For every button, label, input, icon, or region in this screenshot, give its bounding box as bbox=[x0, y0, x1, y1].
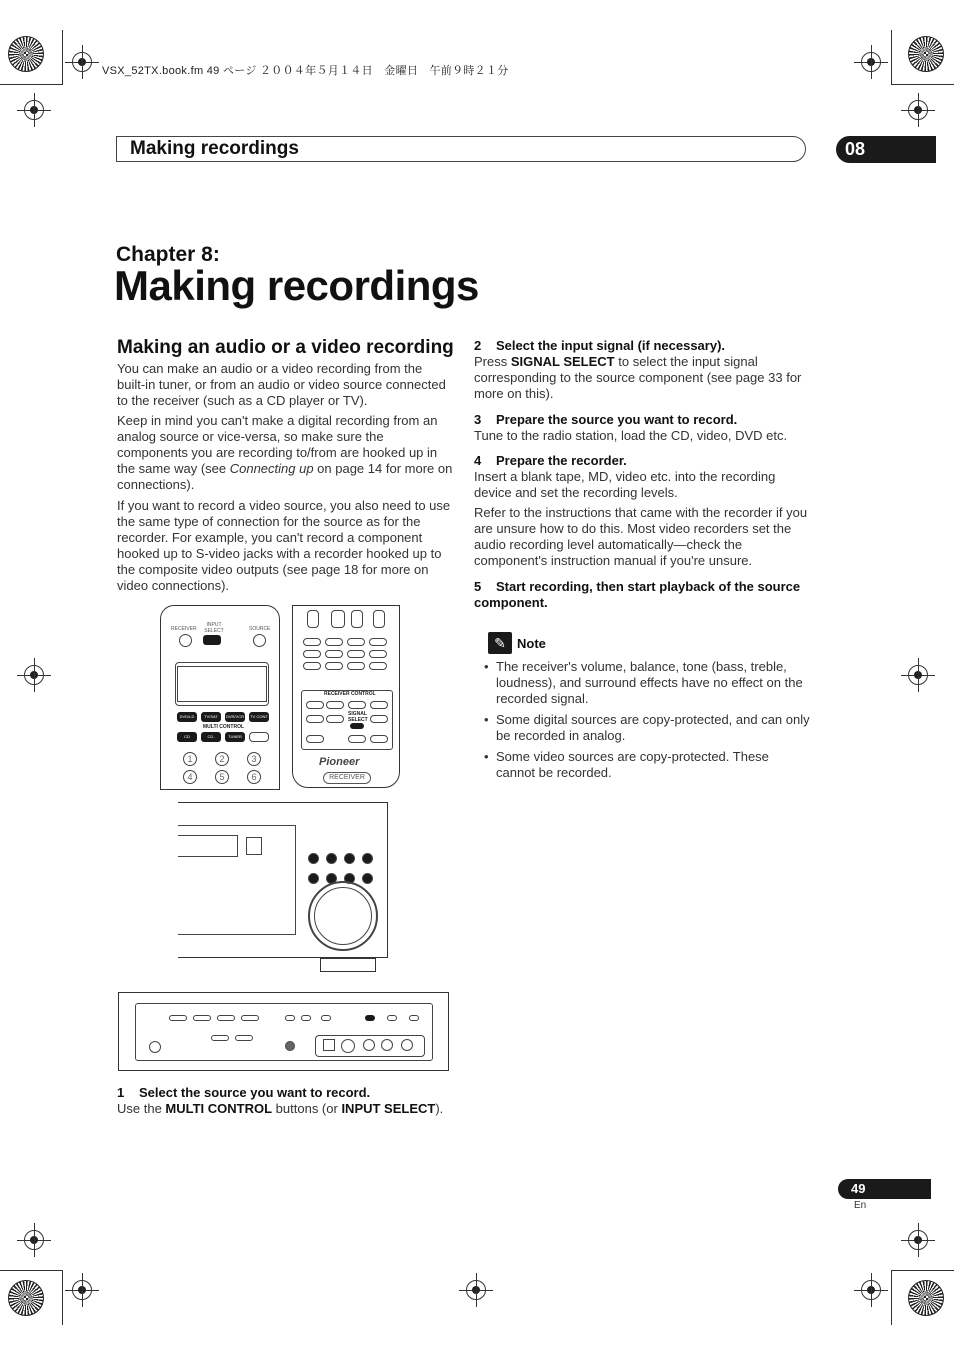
s-video-jack bbox=[341, 1039, 355, 1053]
file-header: VSX_52TX.book.fm 49 ページ ２００４年５月１４日 金曜日 午前９時２１分 bbox=[102, 65, 509, 77]
step-title: Prepare the source you want to record. bbox=[496, 412, 738, 427]
step-number: 2 bbox=[474, 338, 482, 353]
dvd-ld-button: DVD/LD bbox=[177, 712, 197, 722]
dvr-vcr-button: DVR/VCR bbox=[225, 712, 245, 722]
crop-line bbox=[0, 84, 62, 85]
remote-label: RECEIVER CONTROL bbox=[324, 691, 376, 697]
remote-button bbox=[303, 662, 321, 670]
paragraph bbox=[117, 361, 453, 409]
crop-line bbox=[0, 1270, 62, 1271]
crosshair-mark bbox=[908, 100, 928, 120]
input-button bbox=[326, 853, 337, 864]
remote-label: SOURCE bbox=[249, 626, 271, 632]
step-5 bbox=[474, 579, 810, 611]
step-2 bbox=[474, 338, 810, 402]
step-title: Prepare the recorder. bbox=[496, 453, 627, 468]
remote-label: INPUT SELECT bbox=[204, 622, 224, 634]
receiver-foot bbox=[320, 958, 376, 972]
remote-button bbox=[306, 701, 324, 709]
remote-button bbox=[347, 650, 365, 658]
input-button bbox=[308, 853, 319, 864]
step-number: 1 bbox=[117, 1085, 125, 1100]
display-window bbox=[246, 837, 262, 855]
paragraph bbox=[117, 498, 453, 594]
pioneer-logo: Pioneer bbox=[319, 756, 360, 768]
crosshair-mark bbox=[861, 1280, 881, 1300]
step-1 bbox=[117, 1085, 453, 1117]
audio-jack bbox=[401, 1039, 413, 1051]
remote-button bbox=[331, 610, 345, 628]
remote-button bbox=[369, 650, 387, 658]
button-reference: SIGNAL SELECT bbox=[510, 354, 615, 369]
panel-button bbox=[193, 1015, 211, 1021]
remote-label: RECEIVER bbox=[171, 626, 197, 632]
remote-button bbox=[303, 638, 321, 646]
button-reference: INPUT SELECT bbox=[341, 1101, 436, 1116]
remote-button bbox=[370, 701, 388, 709]
signal-select-button bbox=[365, 1015, 375, 1021]
input-button bbox=[308, 873, 319, 884]
crosshair-mark bbox=[908, 1230, 928, 1250]
paragraph-text: If you want to record a video source, you also need to use the same type of connection for the source as for the recorder. For example, you can't record a component hooked up to S-video jacks with a recorder hooked up to the composite video outputs (see page 18 for more on video connections). bbox=[117, 498, 451, 593]
cross-reference: Connecting up bbox=[229, 461, 314, 476]
step-title: Select the input signal (if necessary). bbox=[496, 338, 726, 353]
chapter-label: Chapter 8: bbox=[116, 243, 220, 266]
optical-jack bbox=[323, 1039, 335, 1051]
crosshair-mark bbox=[466, 1280, 486, 1300]
crosshair-mark bbox=[72, 1280, 92, 1300]
panel-button bbox=[241, 1015, 259, 1021]
crop-line bbox=[62, 30, 63, 85]
remote-button bbox=[369, 638, 387, 646]
display-window bbox=[178, 835, 238, 857]
note-heading: Note bbox=[517, 636, 546, 651]
crosshair-mark bbox=[24, 1230, 44, 1250]
remote-button bbox=[303, 650, 321, 658]
step-4 bbox=[474, 453, 810, 569]
receiver-front-illustration bbox=[178, 802, 388, 958]
input-button bbox=[344, 853, 355, 864]
panel-button bbox=[321, 1015, 331, 1021]
panel-knob bbox=[285, 1041, 295, 1051]
tuner-button: TUNER bbox=[225, 732, 245, 742]
step-text: Refer to the instructions that came with the recorder if you are unsure how to do this. Most video recorders set the audio recording level automatically—check the component's instruction manual if you're unsure. bbox=[474, 505, 808, 568]
audio-jack bbox=[381, 1039, 393, 1051]
phones-jack bbox=[149, 1041, 161, 1053]
step-text: buttons (or bbox=[272, 1101, 342, 1116]
registration-starburst-bottom-left bbox=[8, 1280, 44, 1316]
chapter-title: Making recordings bbox=[114, 262, 479, 309]
remote-button bbox=[325, 662, 343, 670]
panel-button bbox=[235, 1035, 253, 1041]
remote-button bbox=[325, 650, 343, 658]
input-button bbox=[362, 873, 373, 884]
step-number: 5 bbox=[474, 579, 482, 594]
step-text: ). bbox=[435, 1101, 444, 1116]
step-title: Select the source you want to record. bbox=[139, 1085, 371, 1100]
step-text: Press bbox=[474, 354, 511, 369]
crop-line bbox=[891, 30, 892, 85]
keypad-key: 3 bbox=[247, 752, 261, 766]
crosshair-mark bbox=[908, 665, 928, 685]
note-pencil-icon: ✎ bbox=[488, 632, 512, 654]
section-heading: Making an audio or a video recording bbox=[117, 337, 454, 358]
panel-button bbox=[211, 1035, 229, 1041]
list-item: • The receiver's volume, balance, tone (bass, treble, loudness), and surround effects have no effect on the recorded signal. bbox=[484, 659, 810, 707]
crosshair-mark bbox=[24, 100, 44, 120]
input-select-button bbox=[203, 635, 221, 645]
remote-label: MULTI CONTROL bbox=[203, 724, 245, 730]
panel-button bbox=[301, 1015, 311, 1021]
remote-button bbox=[307, 610, 319, 628]
keypad-key: 2 bbox=[215, 752, 229, 766]
remote-button bbox=[347, 638, 365, 646]
paragraph-text: Keep in mind you can't make a digital recording from an analog source or vice-versa, so make sure the components you are recording to/from are hooked up in the same way (see bbox=[117, 413, 438, 476]
list-item: • Some video sources are copy-protected. These cannot be recorded. bbox=[484, 749, 810, 781]
remote-button bbox=[370, 715, 388, 723]
cd-button: CD bbox=[177, 732, 197, 742]
step-number: 3 bbox=[474, 412, 482, 427]
remote-button bbox=[306, 715, 324, 723]
registration-starburst-bottom-right bbox=[908, 1280, 944, 1316]
button-reference: MULTI CONTROL bbox=[165, 1101, 273, 1116]
paragraph-text: You can make an audio or a video recording from the built-in tuner, or from an audio or video source connected to the receiver (such as a CD player or TV). bbox=[117, 361, 446, 408]
remote-button bbox=[326, 715, 344, 723]
panel-button bbox=[409, 1015, 419, 1021]
step-3 bbox=[474, 412, 810, 444]
list-item: • Some digital sources are copy-protected, and can only be recorded in analog. bbox=[484, 712, 810, 744]
volume-knob-inner bbox=[314, 887, 372, 945]
power-icon bbox=[179, 634, 192, 647]
page-language: En bbox=[854, 1200, 867, 1211]
signal-select-button bbox=[350, 723, 364, 729]
header-title: Making recordings bbox=[130, 138, 299, 159]
chapter-number-badge: 08 bbox=[836, 136, 936, 163]
keypad-key: 1 bbox=[183, 752, 197, 766]
remote-button bbox=[348, 735, 366, 743]
remote-control-lower-illustration bbox=[292, 605, 400, 788]
remote-button bbox=[348, 701, 366, 709]
keypad-key: 6 bbox=[247, 770, 261, 784]
panel-button bbox=[387, 1015, 397, 1021]
front-panel-illustration bbox=[118, 992, 449, 1071]
paragraph bbox=[117, 413, 453, 493]
power-icon bbox=[253, 634, 266, 647]
remote-label: SIGNAL SELECT bbox=[348, 711, 368, 723]
crop-line bbox=[891, 1270, 954, 1271]
step-number: 4 bbox=[474, 453, 482, 468]
tv-cont-button: TV CONT bbox=[249, 712, 269, 722]
remote-button bbox=[351, 610, 363, 628]
remote-button bbox=[370, 735, 388, 743]
registration-starburst-top-left bbox=[8, 36, 44, 72]
receiver-button: RECEIVER bbox=[323, 772, 371, 784]
remote-button bbox=[326, 701, 344, 709]
keypad-key: 5 bbox=[215, 770, 229, 784]
crosshair-mark bbox=[24, 665, 44, 685]
remote-button bbox=[306, 735, 324, 743]
paragraph-text: on page 14 for more on connections). bbox=[117, 461, 453, 492]
crop-line bbox=[891, 1270, 892, 1325]
step-text: to select the input signal corresponding to the source component (see page 33 for more on this). bbox=[474, 354, 802, 401]
remote-control-illustration bbox=[160, 605, 280, 790]
step-text: Use the bbox=[117, 1101, 166, 1116]
crosshair-mark bbox=[72, 52, 92, 72]
input-button bbox=[362, 853, 373, 864]
receiver-control-section bbox=[301, 690, 393, 750]
remote-button bbox=[373, 610, 385, 628]
remote-button bbox=[347, 662, 365, 670]
remote-button bbox=[369, 662, 387, 670]
crop-line bbox=[891, 84, 954, 85]
keypad-key: 4 bbox=[183, 770, 197, 784]
crop-line bbox=[62, 1270, 63, 1325]
step-text: Insert a blank tape, MD, video etc. into the recording device and set the recording levels. bbox=[474, 469, 776, 500]
remote-button bbox=[325, 638, 343, 646]
crosshair-mark bbox=[861, 52, 881, 72]
page-number-badge: 49 bbox=[838, 1179, 931, 1199]
registration-starburst-top-right bbox=[908, 36, 944, 72]
tv-sat-button: TV/SAT bbox=[201, 712, 221, 722]
step-text: Tune to the radio station, load the CD, video, DVD etc. bbox=[474, 428, 788, 443]
panel-button bbox=[217, 1015, 235, 1021]
panel-button bbox=[169, 1015, 187, 1021]
remote-button bbox=[249, 732, 269, 742]
note-list bbox=[484, 659, 810, 786]
step-title: Start recording, then start playback of the source component. bbox=[474, 579, 801, 610]
lcd-screen bbox=[177, 666, 267, 702]
video-jack bbox=[363, 1039, 375, 1051]
cdr-tape-button: CD-R/TAPE bbox=[201, 732, 221, 742]
panel-button bbox=[285, 1015, 295, 1021]
